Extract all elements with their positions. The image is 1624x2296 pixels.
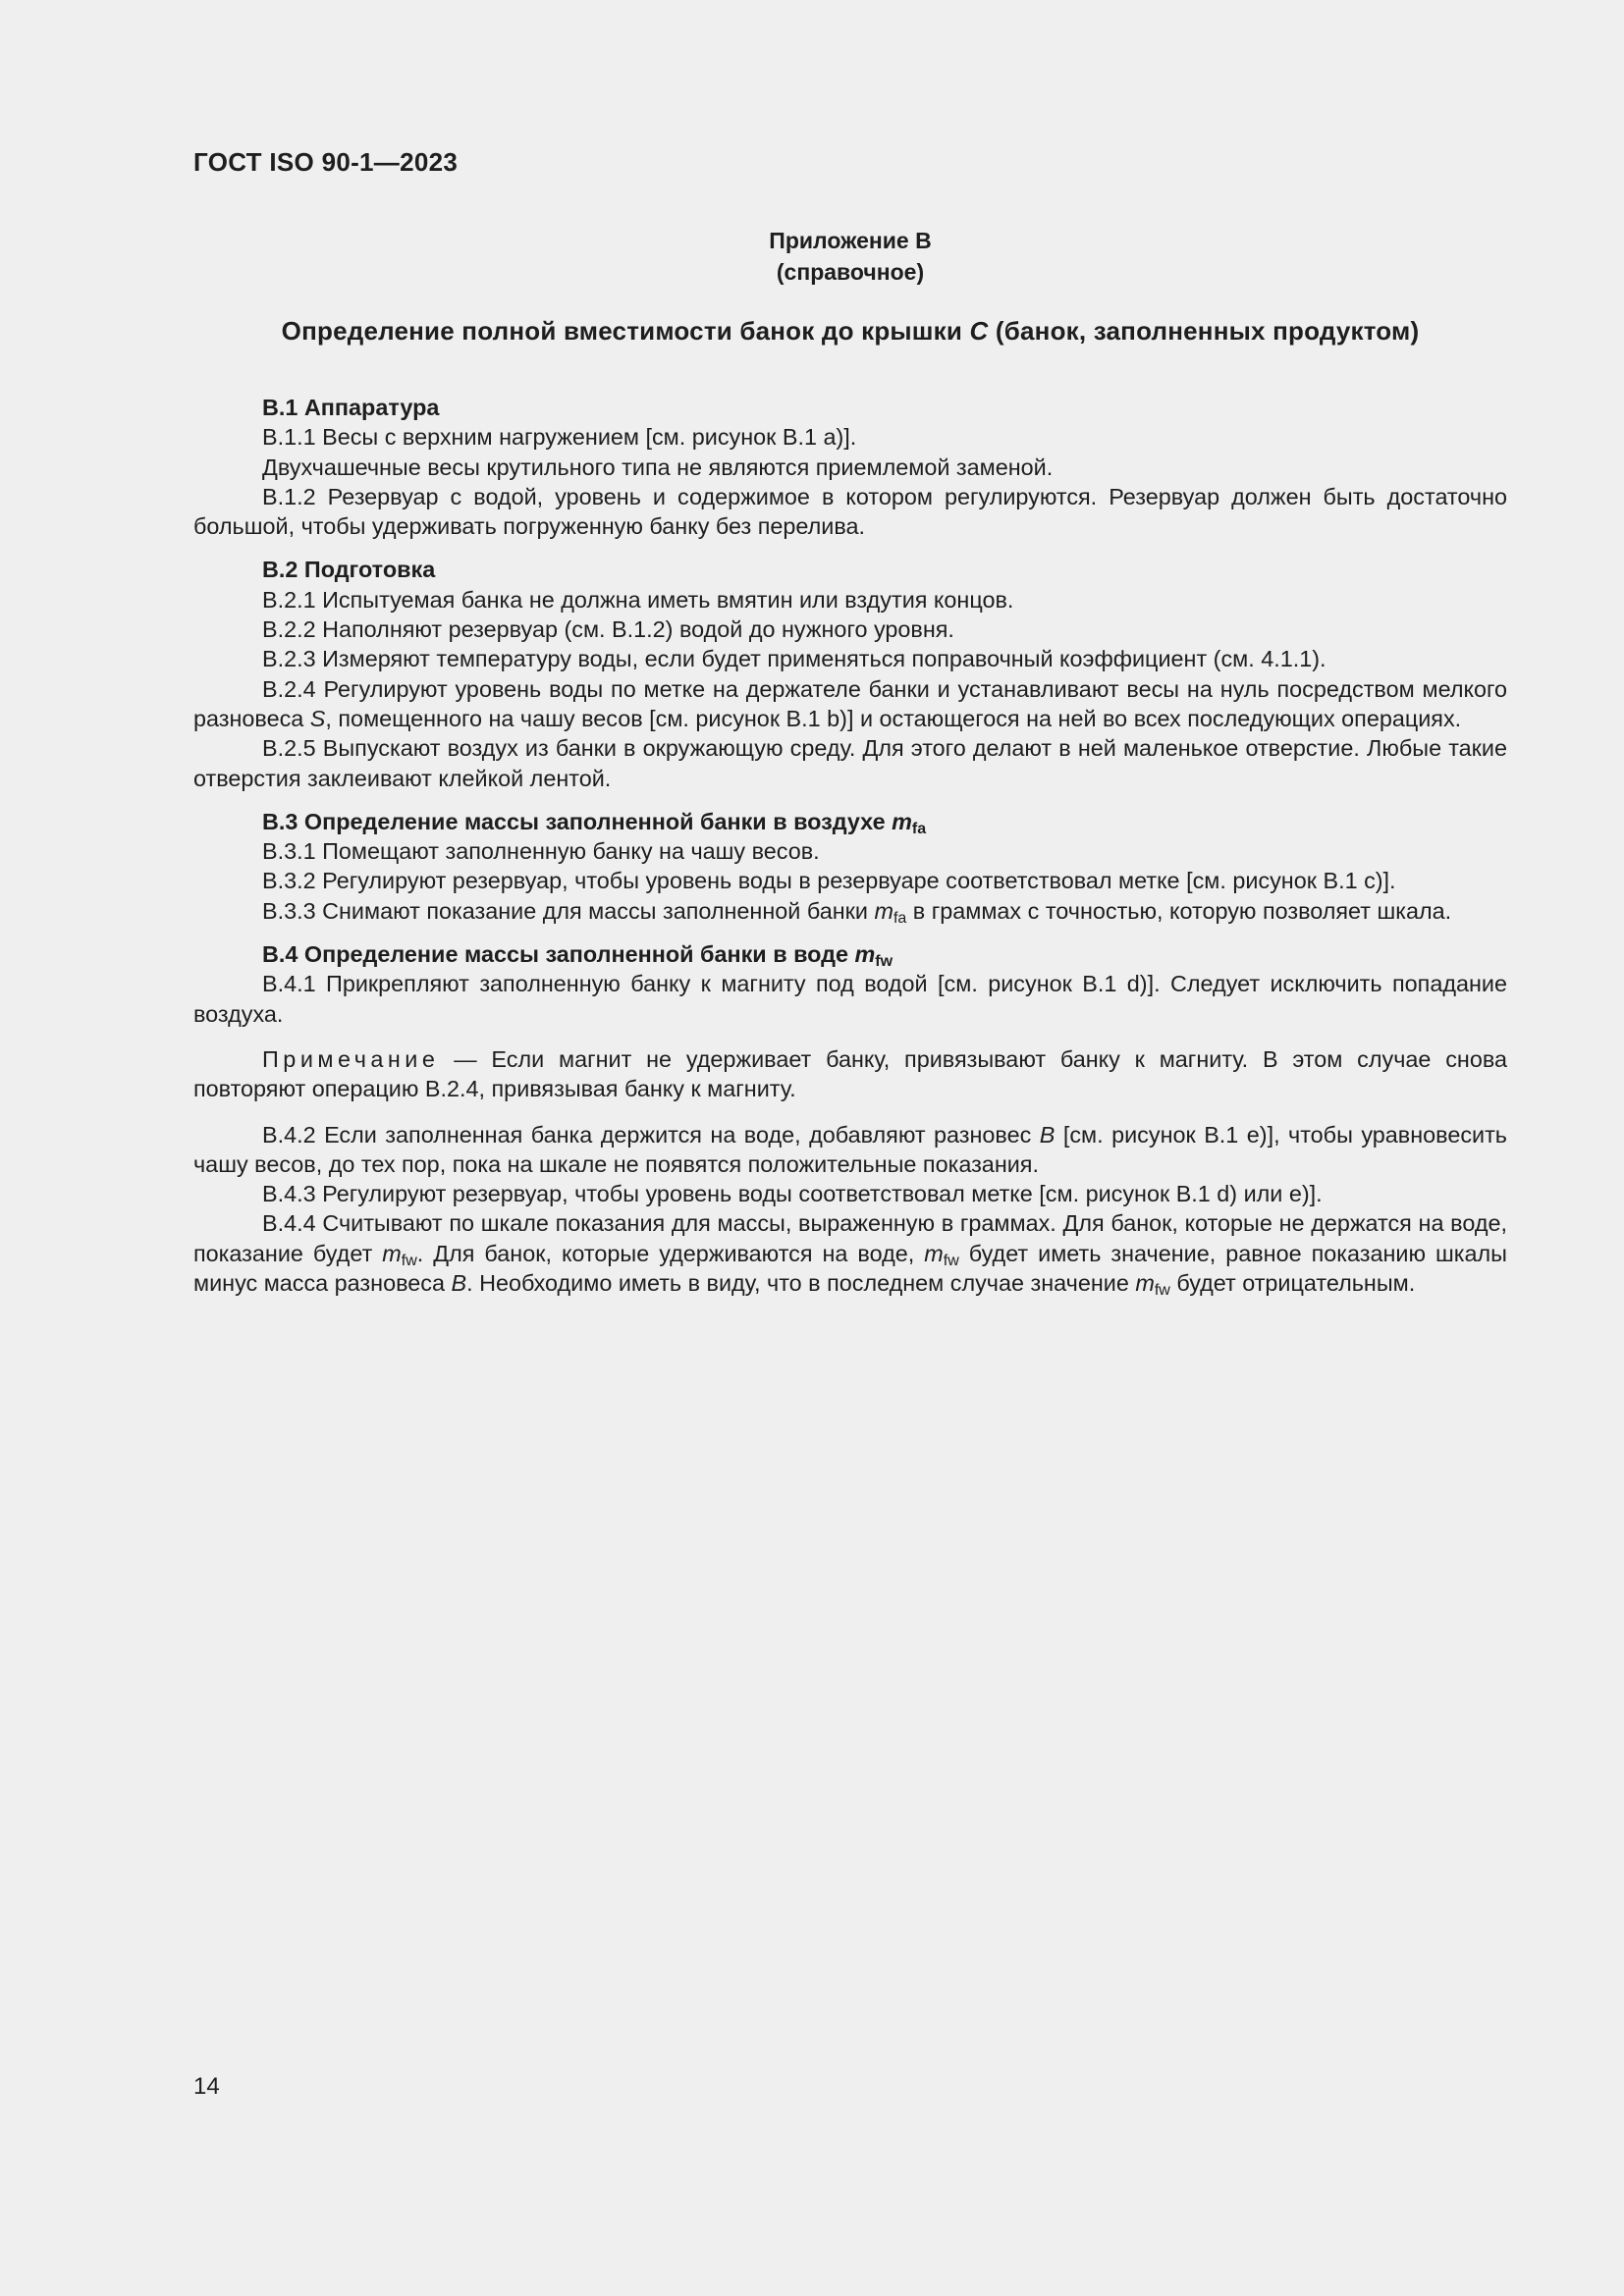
section-heading-b3: В.3 Определение массы заполненной банки в воздухе $m_{fa}$ [262, 808, 927, 837]
document-body [193, 393, 1507, 1298]
section-heading-b2: В.2 Подготовка [262, 557, 436, 583]
paragraph-b1-note: Двухчашечные весы крутильного типа не являются приемлемой заменой. [262, 454, 1054, 480]
paragraph-b2-4: В.2.4 Регулируют уровень воды по метке на держателе банки и устанавливают весы на нуль посредством мелкого разновеса S, помещенного на чашу весов [см. рисунок В.1 b)] и остающегося на ней во всех последующих операциях. [193, 675, 1507, 731]
annex-label: Приложение В [769, 228, 932, 253]
paragraph-b4-2: В.4.2 Если заполненная банка держится на воде, добавляют разновес B [см. рисунок В.1 е)], чтобы уравновесить чашу весов, до тех пор, пока на шкале не появятся положительные показания. [193, 1121, 1507, 1177]
paragraph-b4-3: В.4.3 Регулируют резервуар, чтобы уровень воды соответствовал метке [см. рисунок В.1 d) или е)]. [262, 1181, 1323, 1207]
section-heading-b4: В.4 Определение массы заполненной банки в воде $m_{fw}$ [262, 941, 893, 971]
page-number: 14 [193, 2073, 220, 2100]
annex-title [193, 316, 1507, 347]
paragraph-b3-1: В.3.1 Помещают заполненную банку на чашу весов. [262, 838, 820, 865]
paragraph-b2-2: В.2.2 Наполняют резервуар (см. В.1.2) водой до нужного уровня. [262, 616, 954, 643]
title-text: Определение полной вместимости банок до крышки [281, 316, 970, 346]
annex-status: (справочное) [776, 259, 925, 285]
note-label: Примечание [262, 1045, 440, 1072]
paragraph-b3-2: В.3.2 Регулируют резервуар, чтобы уровень воды в резервуаре соответствовал метке [см. рисунок В.1 с)]. [262, 868, 1396, 894]
paragraph-b1-1: В.1.1 Весы с верхним нагружением [см. рисунок В.1 а)]. [262, 424, 857, 451]
paragraph-b2-3: В.2.3 Измеряют температуру воды, если будет применяться поправочный коэффициент (см. 4.1.1). [262, 646, 1326, 672]
title-text-end: (банок, заполненных продуктом) [988, 316, 1420, 346]
annex-heading [193, 225, 1507, 288]
paragraph-b2-1: В.2.1 Испытуемая банка не должна иметь вмятин или вздутия концов. [262, 586, 1014, 613]
title-variable: C [969, 316, 989, 346]
section-heading-b1: В.1 Аппаратура [262, 395, 440, 420]
paragraph-b1-2: В.1.2 Резервуар с водой, уровень и содержимое в котором регулируются. Резервуар должен быть достаточно большой, чтобы удерживать погруженную банку без перелива. [193, 483, 1507, 540]
paragraph-b2-5: В.2.5 Выпускают воздух из банки в окружающую среду. Для этого делают в ней маленькое отверстие. Любые такие отверстия заклеивают клейкой лентой. [193, 735, 1507, 791]
paragraph-b4-4: В.4.4 Считывают по шкале показания для массы, выраженную в граммах. Для банок, которые не держатся на воде, показание будет $m_{fw}$. Для банок, которые удерживаются на воде, $m_{fw}$ будет иметь значение, равное показанию шкалы минус масса разновеса B. Необходимо иметь в виду, что в последнем случае значение $m_{fw}$ будет отрицательным. [193, 1210, 1507, 1300]
paragraph-b4-1: В.4.1 Прикрепляют заполненную банку к магниту под водой [см. рисунок В.1 d)]. Следует исключить попадание воздуха. [193, 971, 1507, 1027]
paragraph-b3-3: В.3.3 Снимают показание для массы заполненной банки $m_{fa}$ в граммах с точностью, которую позволяет шкала. [262, 897, 1452, 927]
document-header: ГОСТ ISO 90-1—2023 [193, 147, 459, 177]
note-paragraph: Примечание — Если магнит не удерживает банку, привязывают банку к магниту. В этом случае снова повторяют операцию В.2.4, привязывая банку к магниту. [193, 1045, 1507, 1102]
